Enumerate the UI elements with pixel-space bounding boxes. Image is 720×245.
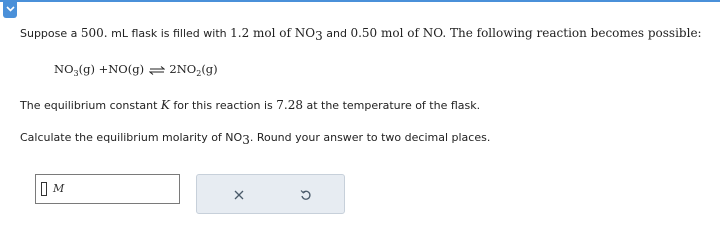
input-cursor-box	[41, 182, 47, 196]
top-border	[0, 0, 720, 2]
reaction-equation: $NO_3(g) +NO(g)$ $2NO_2(g)$	[54, 62, 218, 78]
answer-field[interactable]	[35, 174, 180, 204]
undo-icon	[300, 189, 312, 201]
unit-label: M	[53, 182, 65, 195]
question-text: Calculate the equilibrium molarity of $NO_3$. Round your answer to two decimal places.	[20, 131, 491, 147]
collapse-toggle[interactable]	[3, 0, 17, 18]
equilibrium-arrow-icon	[149, 66, 165, 75]
answer-tools	[196, 174, 345, 214]
chevron-down-icon	[6, 6, 15, 12]
equilibrium-constant-text: The equilibrium constant K for this reaction is 7.28 at the temperature of the flask.	[20, 98, 481, 112]
clear-button[interactable]	[226, 182, 252, 208]
undo-button[interactable]	[293, 182, 319, 208]
no-moles: 0.50	[350, 26, 378, 40]
no3-moles: 1.2	[230, 26, 250, 40]
k-symbol: K	[160, 98, 170, 112]
x-icon	[234, 190, 244, 200]
k-value: 7.28	[276, 98, 303, 112]
problem-intro: Suppose a 500. mL flask is filled with 1.2 mol of $NO_3$ and 0.50 mol of NO. The following reaction becomes possible:	[20, 26, 702, 43]
flask-volume: 500.	[80, 26, 108, 40]
